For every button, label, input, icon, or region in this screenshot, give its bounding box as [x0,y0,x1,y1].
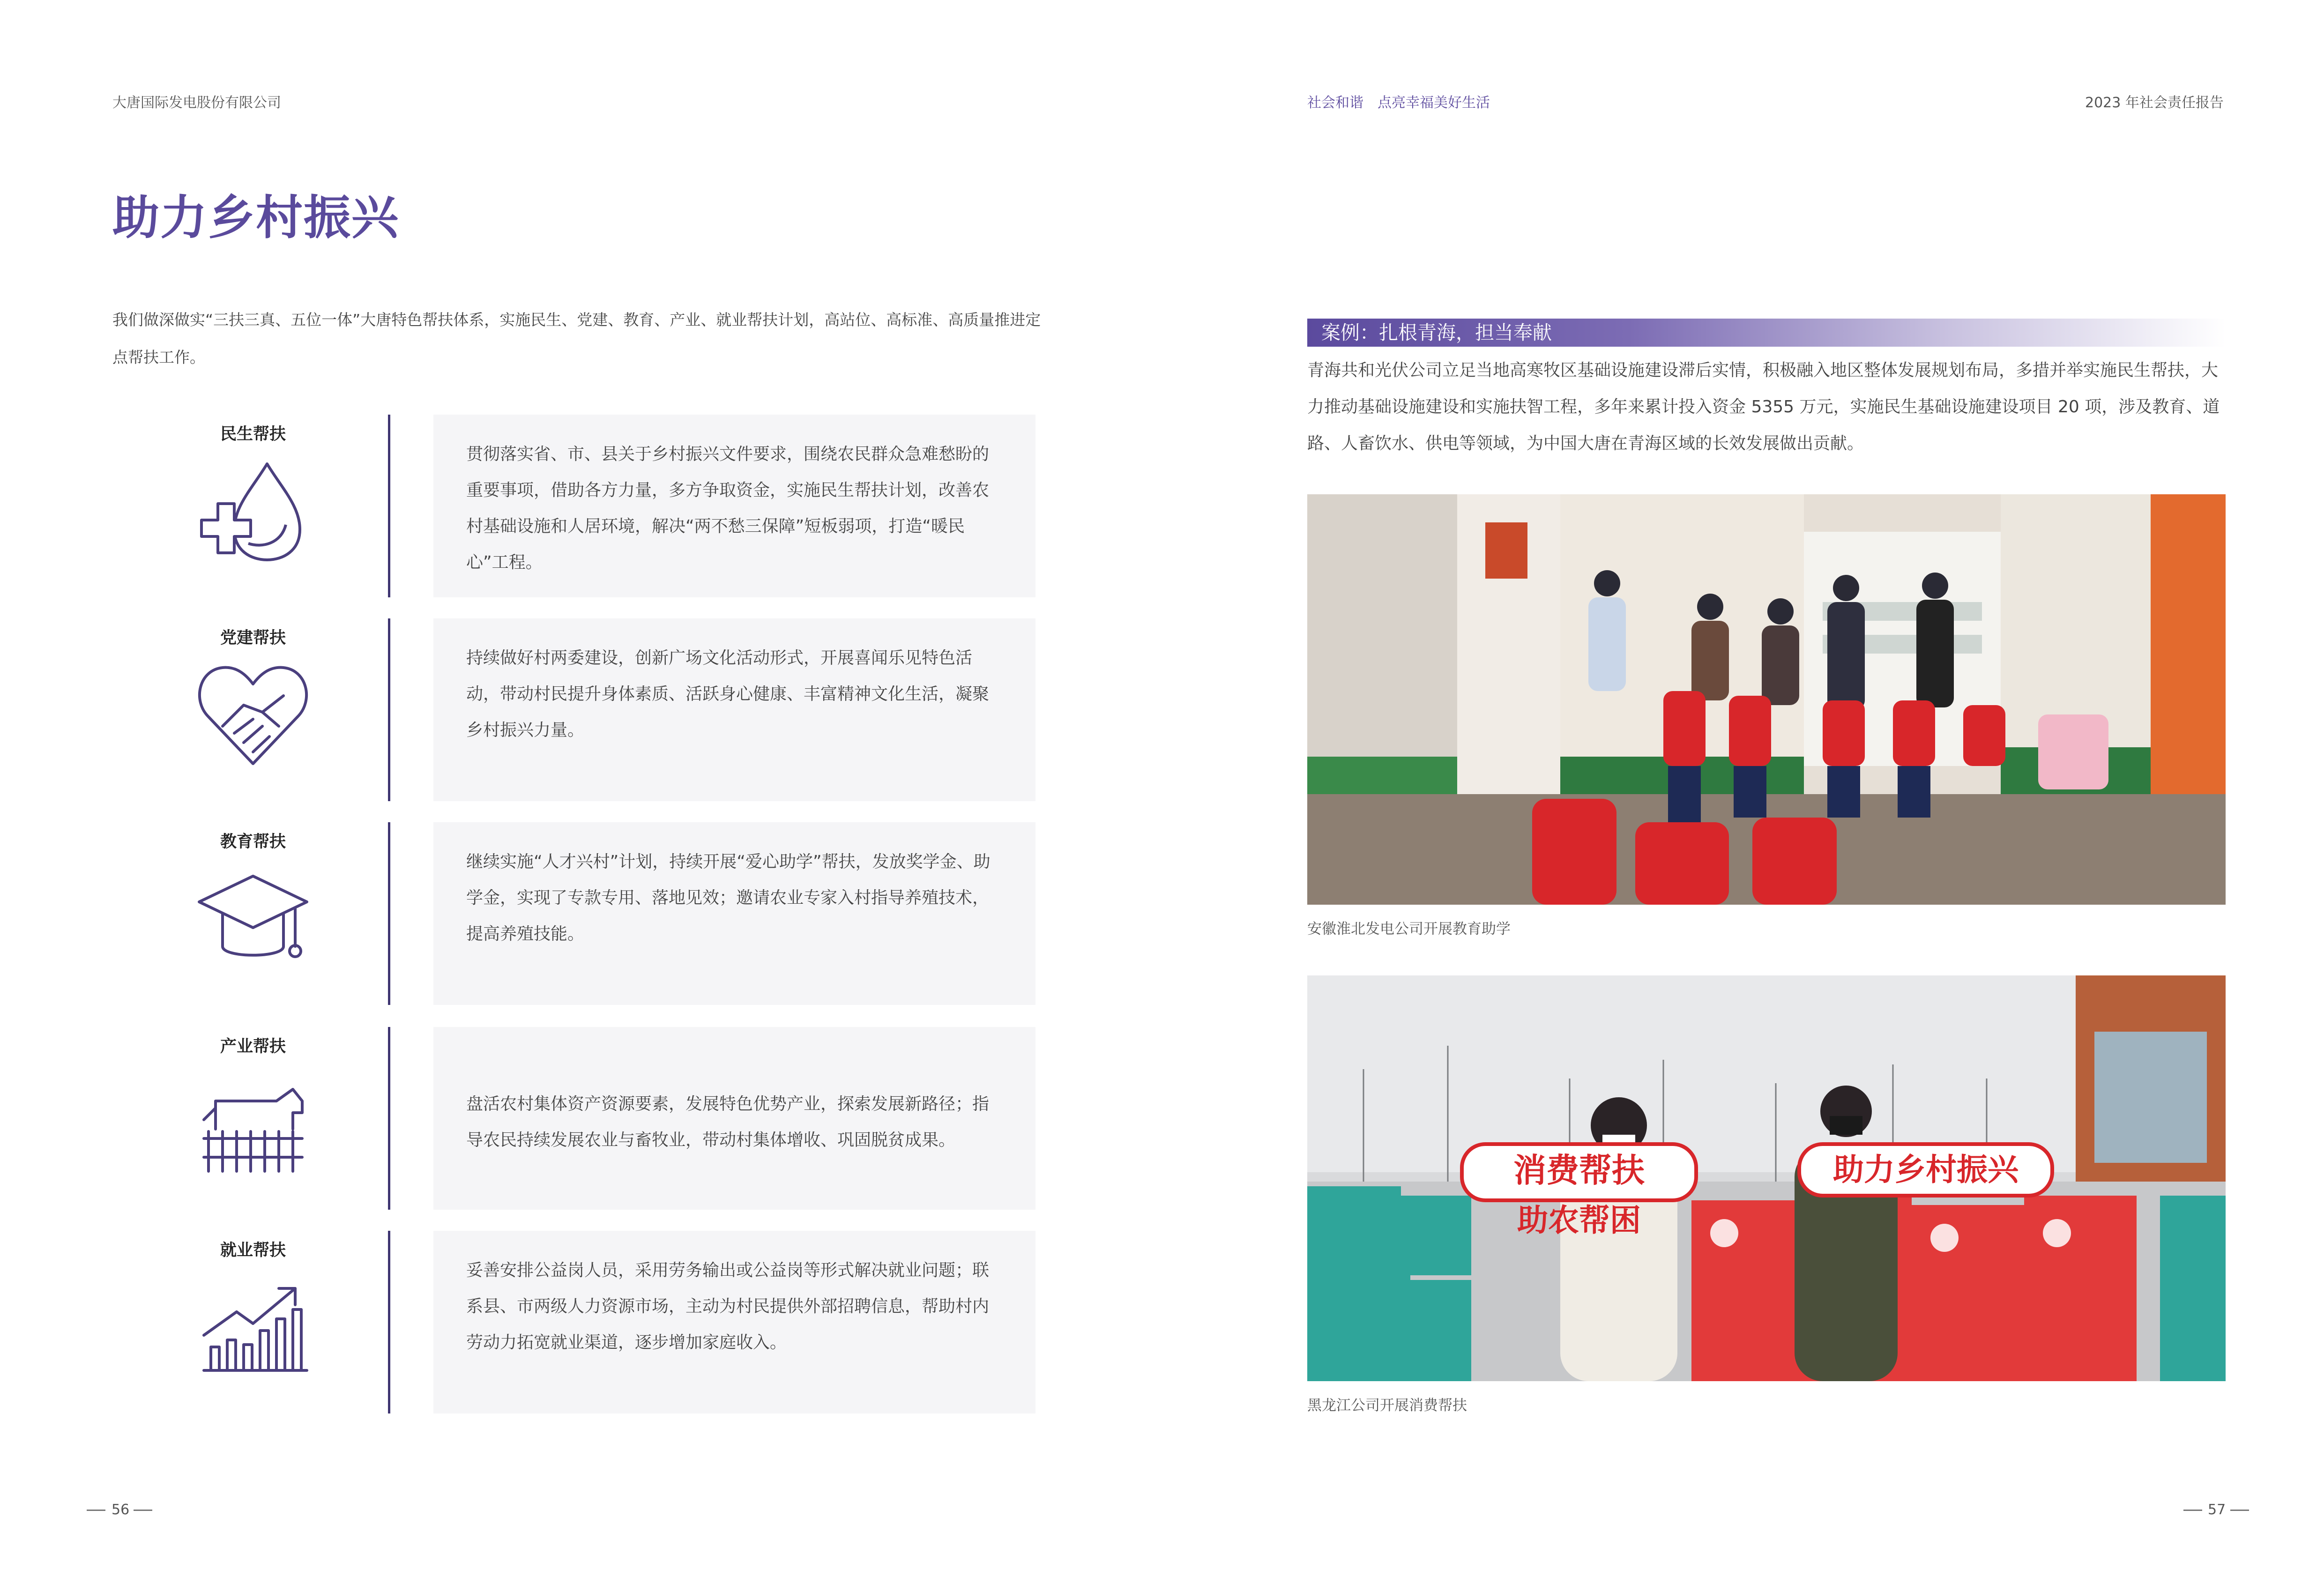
education-aid-photo [1307,494,2226,905]
cow-fence-icon [183,1064,323,1181]
category-label: 产业帮扶 [220,1037,286,1056]
category-label: 教育帮扶 [220,833,286,851]
photo-caption: 安徽淮北发电公司开展教育助学 [1307,921,1511,937]
card-text: 贯彻落实省、市、县关于乡村振兴文件要求，围绕农民群众急难愁盼的重要事项，借助各方力量，多方争取资金，实施民生帮扶计划，改善农村基础设施和人居环境，解决“两不愁三保障”短板弱项，打造“暖民心”工程。 [466,445,990,572]
case-title: 案例：扎根青海，担当奉献 [1321,321,1552,344]
category-label: 党建帮扶 [220,629,286,647]
heart-handshake-icon [183,656,323,773]
photo-caption: 黑龙江公司开展消费帮扶 [1307,1397,1467,1414]
intro-paragraph: 我们做深做实“三扶三真、五位一体”大唐特色帮扶体系，实施民生、党建、教育、产业、就业帮扶计划，高站位、高标准、高质量推进定点帮扶工作。 [112,311,1041,366]
divider-line [388,618,390,801]
section-name: 社会和谐 点亮幸福美好生活 [1307,95,1490,111]
info-card [433,618,1035,801]
graduation-cap-icon [183,857,323,974]
divider-line [388,822,390,1005]
case-title-bar [1307,319,2226,347]
divider-line [388,1231,390,1413]
page-dash [2230,1510,2249,1511]
sign-help-farmers: 助农帮困 [1517,1203,1641,1237]
card-text: 妥善安排公益岗人员，采用劳务输出或公益岗等形式解决就业问题；联系县、市两级人力资源市场，主动为村民提供外部招聘信息，帮助村内劳动力拓宽就业渠道，逐步增加家庭收入。 [466,1261,990,1352]
company-name: 大唐国际发电股份有限公司 [112,95,281,111]
info-card [433,1231,1035,1413]
report-name: 2023 年社会责任报告 [2085,95,2224,111]
page-dash [2183,1510,2202,1511]
growth-chart-icon [183,1265,323,1382]
sign-consumption-aid: 消费帮扶 [1513,1152,1645,1189]
card-text: 继续实施“人才兴村”计划，持续开展“爱心助学”帮扶，发放奖学金、助学金，实现了专款专用、落地见效；邀请农业专家入村指导养殖技术，提高养殖技能。 [466,852,991,944]
water-drop-plus-icon [183,454,323,572]
page-number-right: 57 [2208,1502,2226,1518]
page-dash [87,1510,105,1511]
category-label: 就业帮扶 [220,1241,286,1260]
card-text: 持续做好村两委建设，创新广场文化活动形式，开展喜闻乐见特色活动，带动村民提升身体素质、活跃身心健康、丰富精神文化生活，凝聚乡村振兴力量。 [466,648,990,740]
divider-line [388,1027,390,1210]
info-card [433,1027,1035,1210]
page-dash [134,1510,152,1511]
consumption-aid-photo [1307,975,2226,1381]
card-text: 盘活农村集体资产资源要素，发展特色优势产业，探索发展新路径；指导农民持续发展农业与畜牧业，带动村集体增收、巩固脱贫成果。 [466,1094,990,1150]
category-label: 民生帮扶 [220,425,286,444]
page-title: 助力乡村振兴 [112,190,399,245]
sign-rural-revitalization: 助力乡村振兴 [1833,1152,2019,1187]
info-card [433,822,1035,1005]
page-number-left: 56 [112,1502,130,1518]
case-paragraph: 青海共和光伏公司立足当地高寒牧区基础设施建设滞后实情，积极融入地区整体发展规划布局，多措并举实施民生帮扶，大力推动基础设施建设和实施扶智工程，多年来累计投入资金 5355 万元，实施民生基础设施建设项目 20 项，涉及教育、道路、人畜饮水、供电等领域，为中国大唐在青海区域的长效发展做出贡献。 [1307,361,2220,453]
info-card [433,415,1035,597]
divider-line [388,415,390,597]
